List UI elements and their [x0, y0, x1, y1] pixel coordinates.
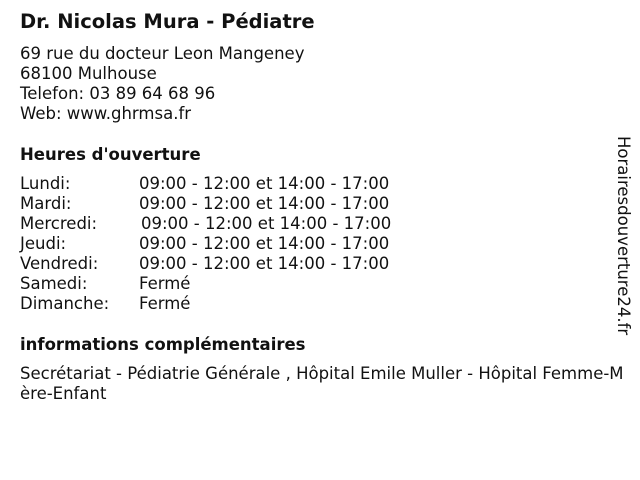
hours-time: 09:00 - 12:00 et 14:00 - 17:00 — [139, 254, 390, 273]
additional-info-heading: informations complémentaires — [20, 335, 306, 354]
hours-day: Samedi: — [20, 274, 88, 293]
hours-time: 09:00 - 12:00 et 14:00 - 17:00 — [141, 214, 392, 233]
hours-time: Fermé — [139, 294, 191, 313]
hours-day: Dimanche: — [20, 294, 110, 313]
hours-time: 09:00 - 12:00 et 14:00 - 17:00 — [139, 194, 390, 213]
hours-day: Vendredi: — [20, 254, 99, 273]
opening-hours-heading: Heures d'ouverture — [20, 145, 201, 164]
hours-time: Fermé — [139, 274, 191, 293]
hours-day: Lundi: — [20, 174, 71, 193]
watermark: Horairesdouverture24.fr — [614, 136, 633, 336]
address-block — [20, 44, 304, 124]
hours-time: 09:00 - 12:00 et 14:00 - 17:00 — [139, 234, 390, 253]
hours-time: 09:00 - 12:00 et 14:00 - 17:00 — [139, 174, 390, 193]
address-street: 69 rue du docteur Leon Mangeney — [20, 44, 305, 63]
page-title: Dr. Nicolas Mura - Pédiatre — [20, 10, 315, 33]
hours-day: Jeudi: — [20, 234, 67, 253]
address-city: 68100 Mulhouse — [20, 64, 157, 83]
phone-number: Telefon: 03 89 64 68 96 — [20, 84, 216, 103]
hours-day: Mardi: — [20, 194, 72, 213]
additional-info-text: Secrétariat - Pédiatrie Générale , Hôpital Emile Muller - Hôpital Femme-Mère-Enfant — [20, 364, 624, 403]
website: Web: www.ghrmsa.fr — [20, 104, 192, 123]
hours-day: Mercredi: — [20, 214, 98, 233]
